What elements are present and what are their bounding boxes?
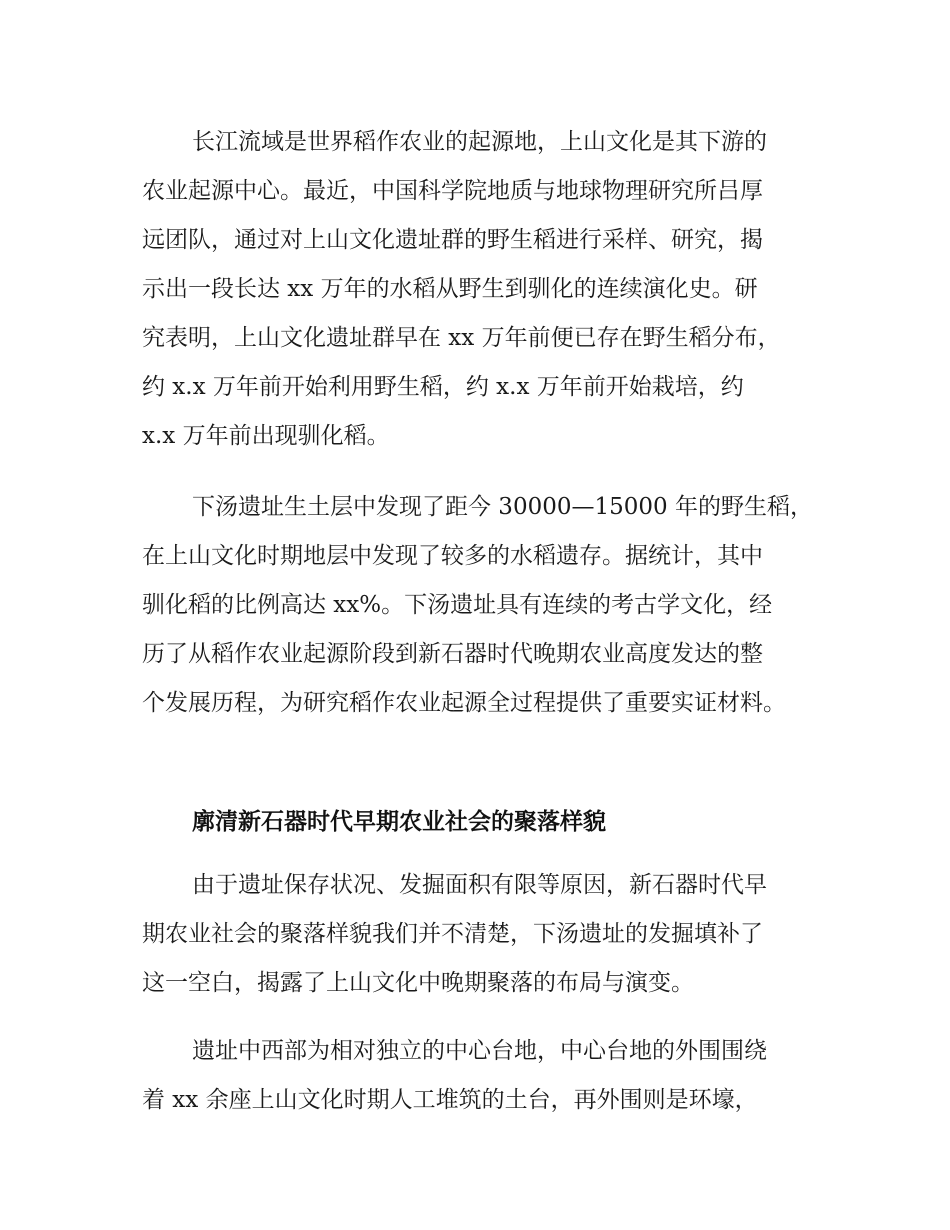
paragraph-settlement-gap: [142, 861, 822, 1008]
text-line: 在上山文化时期地层中发现了较多的水稻遗存。据统计，其中: [142, 543, 763, 569]
text-line: x.x 万年前出现驯化稻。: [142, 423, 390, 449]
text-line: 驯化稻的比例高达 xx%。下汤遗址具有连续的考古学文化，经: [142, 592, 773, 618]
text-line: 这一空白，揭露了上山文化中晚期聚落的布局与演变。: [142, 970, 694, 996]
text-line: 约 x.x 万年前开始利用野生稻，约 x.x 万年前开始栽培，约: [142, 374, 744, 400]
paragraph-site-layout: [142, 1027, 822, 1125]
section-heading: 廓清新石器时代早期农业社会的聚落样貌: [192, 809, 606, 835]
text-line: 究表明，上山文化遗址群早在 xx 万年前便已存在野生稻分布，: [142, 325, 781, 351]
text-line: 历了从稻作农业起源阶段到新石器时代晚期农业高度发达的整: [142, 641, 763, 667]
text-line: 期农业社会的聚落样貌我们并不清楚，下汤遗址的发掘填补了: [142, 921, 763, 947]
text-line: 着 xx 余座上山文化时期人工堆筑的土台，再外围则是环壕，: [142, 1087, 758, 1113]
text-line: 下汤遗址生土层中发现了距今 30000—15000 年的野生稻，: [192, 494, 813, 520]
paragraph-rice-origin: [142, 118, 822, 461]
text-line: 长江流域是世界稻作农业的起源地，上山文化是其下游的: [192, 129, 767, 155]
text-line: 遗址中西部为相对独立的中心台地，中心台地的外围围绕: [192, 1038, 767, 1064]
text-line: 远团队，通过对上山文化遗址群的野生稻进行采样、研究，揭: [142, 227, 763, 253]
paragraph-xiatang-wild-rice: [142, 483, 822, 728]
text-line: 由于遗址保存状况、发掘面积有限等原因，新石器时代早: [192, 872, 767, 898]
text-line: 个发展历程，为研究稻作农业起源全过程提供了重要实证材料。: [142, 690, 786, 716]
text-line: 农业起源中心。最近，中国科学院地质与地球物理研究所吕厚: [142, 178, 763, 204]
text-line: 示出一段长达 xx 万年的水稻从野生到驯化的连续演化史。研: [142, 276, 758, 302]
